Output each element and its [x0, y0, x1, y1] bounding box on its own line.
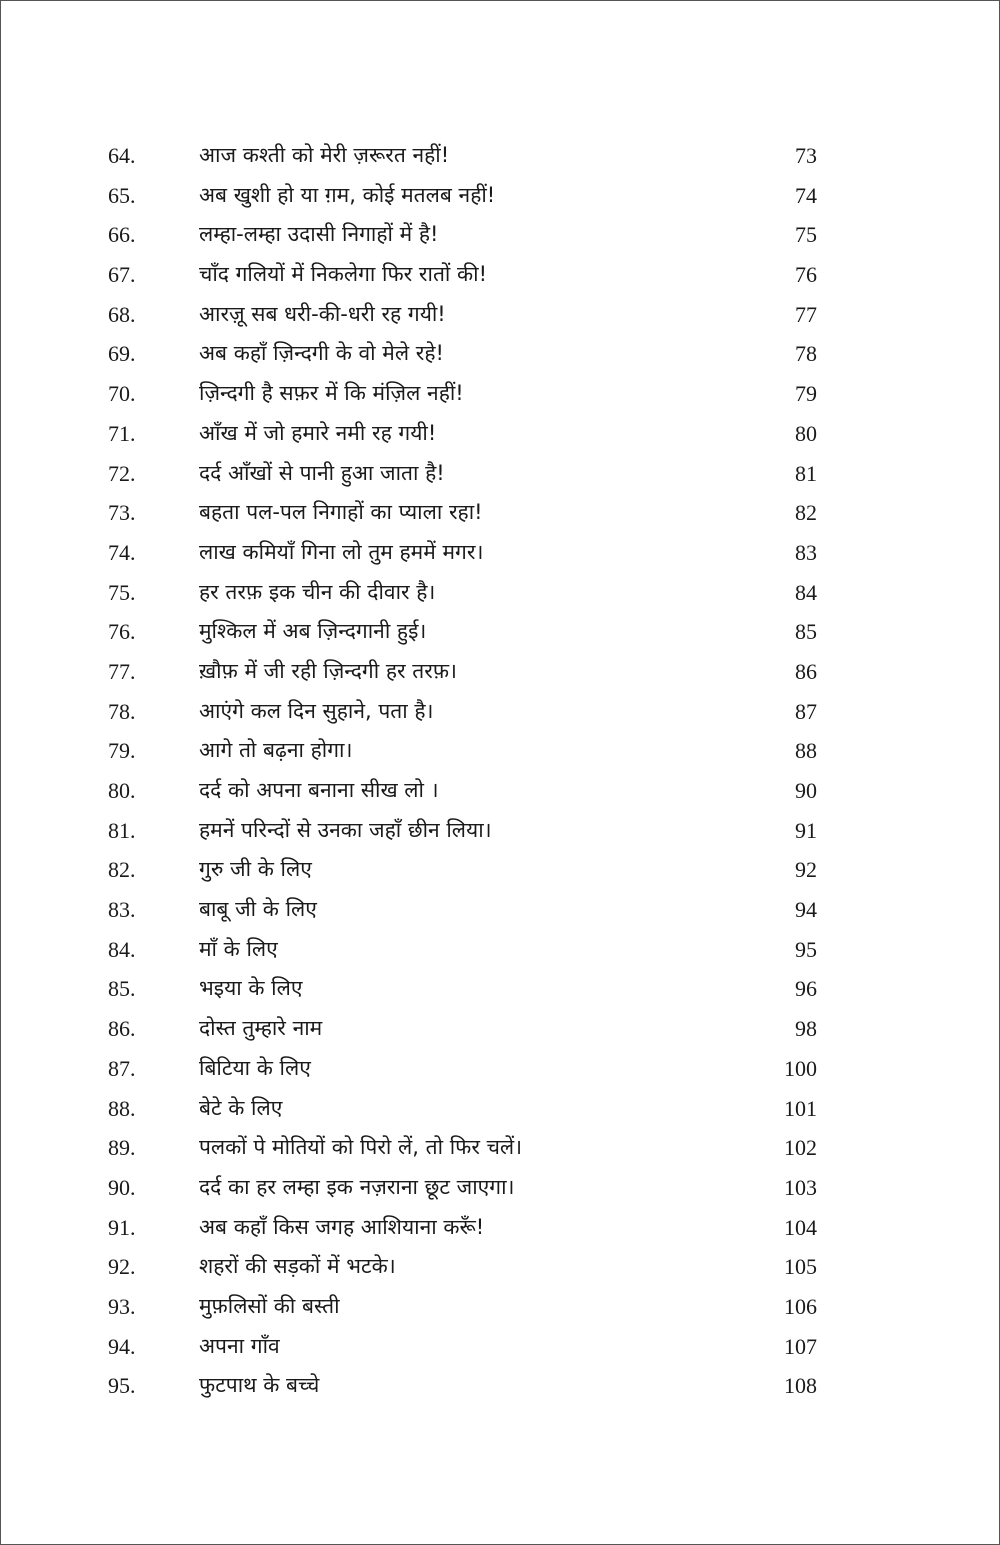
toc-entry-number: 70. [108, 381, 136, 407]
toc-entry-number: 91. [108, 1214, 136, 1240]
toc-entry-title: शहरों की सड़कों में भटके। [199, 1254, 396, 1279]
toc-entry-title: भइया के लिए [199, 976, 303, 1001]
toc-row [0, 533, 1000, 573]
toc-entry-page-number: 107 [784, 1333, 817, 1359]
toc-row [0, 374, 1000, 414]
toc-row [0, 612, 1000, 652]
toc-entry-page-number: 92 [795, 857, 817, 883]
toc-row [0, 215, 1000, 255]
toc-entry-page-number: 74 [795, 182, 817, 208]
toc-entry-title: पलकों पे मोतियों को पिरो लें, तो फिर चलें। [199, 1135, 523, 1160]
toc-entry-page-number: 105 [784, 1254, 817, 1280]
toc-entry-page-number: 80 [795, 420, 817, 446]
toc-entry-title: अब कहाँ ज़िन्दगी के वो मेले रहे! [199, 341, 444, 366]
toc-row [0, 850, 1000, 890]
toc-row [0, 930, 1000, 970]
toc-row [0, 1287, 1000, 1327]
toc-entry-title: चाँद गलियों में निकलेगा फिर रातों की! [199, 262, 488, 287]
toc-entry-page-number: 79 [795, 381, 817, 407]
toc-row [0, 454, 1000, 494]
toc-row [0, 414, 1000, 454]
toc-entry-page-number: 86 [795, 658, 817, 684]
toc-entry-title: माँ के लिए [199, 936, 278, 961]
toc-entry-number: 75. [108, 579, 136, 605]
toc-entry-page-number: 103 [784, 1174, 817, 1200]
toc-entry-number: 84. [108, 936, 136, 962]
toc-entry-page-number: 84 [795, 579, 817, 605]
toc-row [0, 1327, 1000, 1367]
toc-entry-title: आएंगे कल दिन सुहाने, पता है। [199, 698, 434, 723]
toc-entry-number: 76. [108, 619, 136, 645]
toc-entry-number: 93. [108, 1293, 136, 1319]
toc-entry-page-number: 90 [795, 778, 817, 803]
toc-entry-page-number: 76 [795, 262, 817, 288]
toc-entry-page-number: 108 [784, 1373, 817, 1399]
toc-entry-number: 72. [108, 460, 136, 486]
toc-entry-number: 83. [108, 897, 136, 923]
toc-entry-page-number: 78 [795, 341, 817, 367]
toc-entry-title: मुश्किल में अब ज़िन्दगानी हुई। [199, 619, 427, 644]
toc-row [0, 771, 1000, 811]
toc-entry-page-number: 88 [795, 738, 817, 764]
toc-entry-title: बहता पल-पल निगाहों का प्याला रहा! [199, 500, 483, 525]
toc-entry-number: 89. [108, 1135, 136, 1161]
toc-entry-number: 67. [108, 262, 136, 288]
toc-entry-title: लम्हा-लम्हा उदासी निगाहों में है! [199, 222, 439, 247]
toc-entry-number: 71. [108, 420, 136, 446]
toc-entry-title: लाख कमियाँ गिना लो तुम हममें मगर। [199, 539, 484, 564]
toc-entry-title: ख़ौफ़ में जी रही ज़िन्दगी हर तरफ़। [199, 658, 457, 683]
toc-row [0, 1009, 1000, 1049]
toc-entry-page-number: 94 [795, 897, 817, 923]
toc-entry-number: 92. [108, 1254, 136, 1280]
toc-entry-number: 95. [108, 1373, 136, 1399]
toc-entry-number: 80. [108, 778, 136, 803]
toc-entry-page-number: 87 [795, 698, 817, 724]
toc-entry-number: 73. [108, 500, 136, 526]
toc-row [0, 1366, 1000, 1406]
toc-entry-page-number: 102 [784, 1135, 817, 1161]
toc-entry-title: अब कहाँ किस जगह आशियाना करूँ! [199, 1214, 485, 1239]
toc-row [0, 1128, 1000, 1168]
toc-row [0, 811, 1000, 851]
toc-entry-page-number: 96 [795, 976, 817, 1002]
toc-entry-number: 94. [108, 1333, 136, 1359]
toc-row [0, 493, 1000, 533]
toc-entry-page-number: 81 [795, 460, 817, 486]
toc-entry-page-number: 100 [784, 1055, 817, 1081]
toc-entry-title: हर तरफ़ इक चीन की दीवार है। [199, 579, 436, 604]
toc-entry-title: मुफ़लिसों की बस्ती [199, 1293, 340, 1318]
toc-entry-title: आँख में जो हमारे नमी रह गयी! [199, 420, 437, 445]
toc-entry-number: 85. [108, 976, 136, 1002]
toc-entry-title: आज कश्ती को मेरी ज़रूरत नहीं! [199, 143, 450, 167]
toc-row [0, 652, 1000, 692]
toc-row [0, 176, 1000, 216]
toc-entry-title: बिटिया के लिए [199, 1055, 311, 1080]
toc-entry-page-number: 75 [795, 222, 817, 248]
toc-entry-title: दोस्त तुम्हारे नाम [199, 1016, 323, 1041]
toc-entry-title: बेटे के लिए [199, 1095, 283, 1120]
toc-entry-title: दर्द को अपना बनाना सीख लो । [199, 778, 439, 802]
toc-entry-number: 87. [108, 1055, 136, 1081]
toc-entry-page-number: 101 [784, 1095, 817, 1121]
toc-row [0, 334, 1000, 374]
toc-entry-title: हमनें परिन्दों से उनका जहाँ छीन लिया। [199, 817, 492, 842]
toc-row [0, 1049, 1000, 1089]
toc-entry-title: बाबू जी के लिए [199, 897, 317, 922]
toc-row [0, 1168, 1000, 1208]
toc-entry-number: 64. [108, 143, 136, 168]
toc-entry-number: 66. [108, 222, 136, 248]
toc-entry-number: 88. [108, 1095, 136, 1121]
toc-row [0, 890, 1000, 930]
toc-entry-number: 69. [108, 341, 136, 367]
table-of-contents [0, 136, 1000, 1406]
toc-row [0, 1208, 1000, 1248]
toc-entry-title: आगे तो बढ़ना होगा। [199, 738, 353, 763]
toc-entry-number: 81. [108, 817, 136, 843]
toc-entry-title: आरज़ू सब धरी-की-धरी रह गयी! [199, 301, 446, 326]
toc-entry-number: 77. [108, 658, 136, 684]
toc-entry-number: 86. [108, 1016, 136, 1042]
toc-entry-title: दर्द का हर लम्हा इक नज़राना छूट जाएगा। [199, 1174, 515, 1199]
toc-entry-page-number: 91 [795, 817, 817, 843]
toc-entry-page-number: 106 [784, 1293, 817, 1319]
toc-entry-page-number: 85 [795, 619, 817, 645]
toc-entry-title: फुटपाथ के बच्चे [199, 1373, 320, 1398]
toc-entry-number: 68. [108, 301, 136, 327]
toc-row [0, 136, 1000, 176]
toc-entry-title: गुरु जी के लिए [199, 857, 312, 882]
toc-entry-page-number: 73 [795, 143, 817, 168]
toc-row [0, 1247, 1000, 1287]
toc-entry-page-number: 82 [795, 500, 817, 526]
toc-entry-number: 78. [108, 698, 136, 724]
toc-entry-page-number: 83 [795, 539, 817, 565]
toc-row [0, 295, 1000, 335]
toc-entry-number: 74. [108, 539, 136, 565]
toc-entry-title: अब खुशी हो या ग़म, कोई मतलब नहीं! [199, 182, 496, 207]
toc-entry-title: दर्द आँखों से पानी हुआ जाता है! [199, 460, 445, 485]
toc-row [0, 692, 1000, 732]
toc-row [0, 1089, 1000, 1129]
toc-entry-title: ज़िन्दगी है सफ़र में कि मंज़िल नहीं! [199, 381, 464, 406]
toc-row [0, 573, 1000, 613]
toc-row [0, 731, 1000, 771]
toc-row [0, 969, 1000, 1009]
toc-row [0, 255, 1000, 295]
toc-entry-page-number: 95 [795, 936, 817, 962]
toc-entry-number: 82. [108, 857, 136, 883]
toc-entry-page-number: 77 [795, 301, 817, 327]
toc-entry-number: 65. [108, 182, 136, 208]
toc-entry-page-number: 104 [784, 1214, 817, 1240]
toc-entry-page-number: 98 [795, 1016, 817, 1042]
toc-entry-number: 79. [108, 738, 136, 764]
toc-entry-title: अपना गाँव [199, 1333, 280, 1358]
toc-entry-number: 90. [108, 1174, 136, 1200]
